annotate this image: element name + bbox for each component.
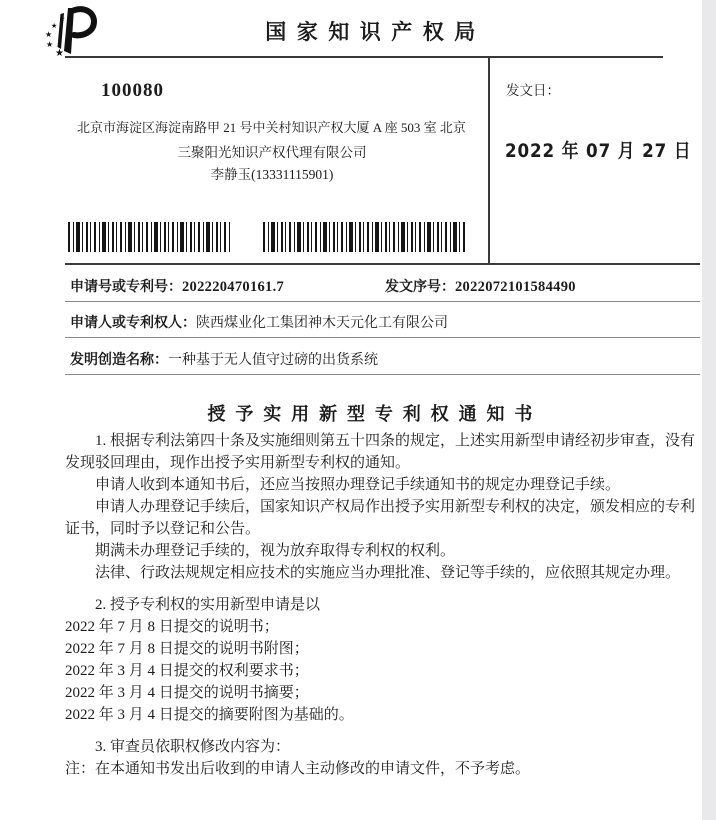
agency-title: 国家知识产权局 <box>265 20 486 44</box>
dispatch-number-field <box>385 276 576 296</box>
svg-text:★: ★ <box>51 22 58 30</box>
filing-date-line: 2022 年 3 月 4 日提交的说明书摘要； <box>65 685 309 701</box>
body-paragraph: 1. 根据专利法第四十条及实施细则第五十四条的规定，上述实用新型申请经初步审查，没有发现驳回理由，现作出授予实用新型专利权的通知。 <box>65 433 696 471</box>
svg-text:★: ★ <box>46 40 54 49</box>
body-paragraph: 3. 审查员依职权修改内容为： <box>95 739 291 755</box>
application-number-label: 申请号或专利号： <box>70 280 182 295</box>
row-separator-line <box>65 301 700 302</box>
applicant-value: 陕西煤业化工集团神木天元化工有限公司 <box>196 316 448 331</box>
body-paragraph: 申请人收到本通知书后，还应当按照办理登记手续通知书的规定办理登记手续。 <box>95 477 621 493</box>
address-line-1: 北京市海淀区海淀南路甲 21 号中关村知识产权大厦 A 座 503 室 北京 <box>77 120 466 135</box>
scan-edge-shadow <box>702 0 716 820</box>
filing-date-line: 2022 年 7 月 8 日提交的说明书； <box>65 619 279 635</box>
body-paragraph: 期满未办理登记手续的，视为放弃取得专利权的权利。 <box>95 543 456 559</box>
svg-text:★: ★ <box>59 15 66 23</box>
body-paragraph: 申请人办理登记手续后，国家知识产权局作出授予实用新型专利权的决定，颁发相应的专利证书，同时予以登记和公告。 <box>65 499 696 537</box>
dispatch-date-label: 发文日： <box>506 83 560 98</box>
invention-title-label: 发明创造名称： <box>70 353 168 368</box>
date-panel-divider-line <box>488 56 490 265</box>
row-separator-line <box>65 337 700 338</box>
dispatch-number-label: 发文序号： <box>385 280 455 295</box>
barcode-right <box>263 222 465 252</box>
barcode-left <box>68 222 232 252</box>
applicant-field <box>70 312 448 332</box>
filing-date-line: 2022 年 3 月 4 日提交的摘要附图为基础的。 <box>65 707 354 723</box>
dispatch-date-value: 2022 年 07 月 27 日 <box>505 140 692 162</box>
body-paragraph: 法律、行政法规规定相应技术的实施应当办理批准、登记等手续的，应依照其规定办理。 <box>95 565 681 581</box>
body-paragraph: 2. 授予专利权的实用新型申请是以 <box>95 597 321 613</box>
body-note-line: 注：在本通知书发出后收到的申请人主动修改的申请文件，不予考虑。 <box>65 761 531 777</box>
postal-code: 100080 <box>101 80 164 101</box>
dispatch-number-value: 2022072101584490 <box>455 279 576 295</box>
applicant-label: 申请人或专利权人： <box>70 316 196 331</box>
row-separator-line <box>65 374 700 375</box>
address-box-bottom-line <box>65 263 700 265</box>
filing-date-line: 2022 年 3 月 4 日提交的权利要求书； <box>65 663 309 679</box>
notice-title: 授予实用新型专利权通知书 <box>207 404 543 424</box>
svg-text:★: ★ <box>55 48 64 57</box>
invention-title-value: 一种基于无人值守过磅的出货系统 <box>168 353 378 368</box>
recipient-name: 李静玉(13331115901) <box>210 167 334 182</box>
filing-date-line: 2022 年 7 月 8 日提交的说明书附图； <box>65 641 309 657</box>
header-divider-line <box>65 56 663 58</box>
invention-title-field <box>70 349 378 369</box>
section-gap <box>65 584 703 594</box>
application-number-field <box>70 276 284 296</box>
svg-text:★: ★ <box>45 30 53 39</box>
address-line-2: 三聚阳光知识产权代理有限公司 <box>177 145 367 160</box>
application-number-value: 202220470161.7 <box>182 279 285 295</box>
notice-body <box>65 430 703 780</box>
section-gap <box>65 726 703 736</box>
